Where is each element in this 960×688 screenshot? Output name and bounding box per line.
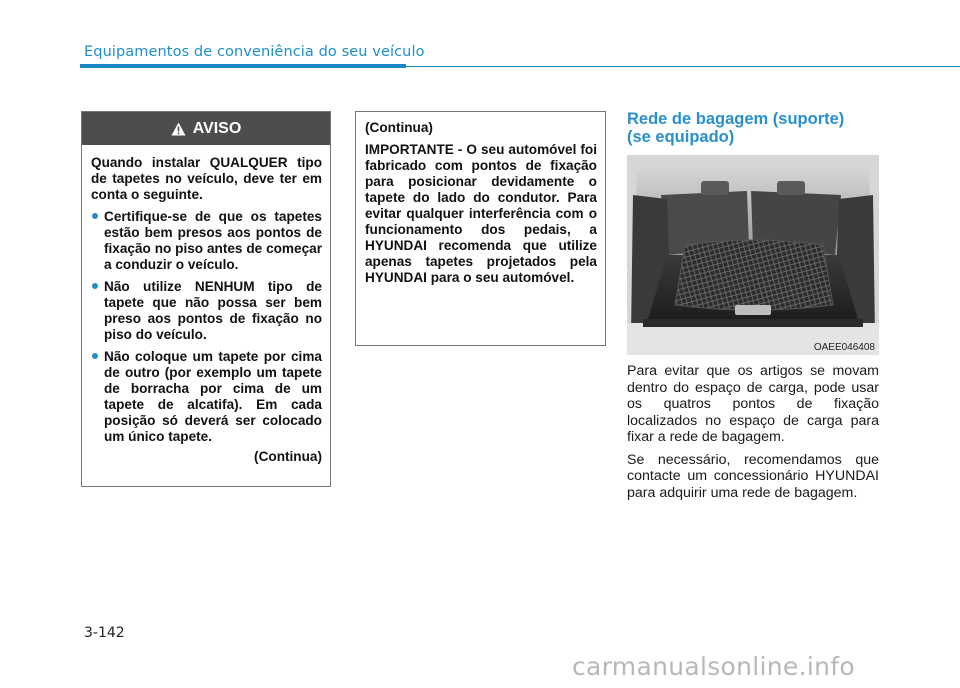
- luggage-net-title-line1: Rede de bagagem (suporte): [627, 110, 845, 128]
- warning-bullet-text: Não coloque um tapete por cima de outro (por exemplo um tapete de borracha por cima de um tapete de alcatifa). Em cada posição só deverá ser colocado um único tapete.: [104, 349, 322, 444]
- luggage-net-body: [627, 363, 879, 507]
- luggage-net-title: [627, 110, 887, 146]
- warning-bullet: [91, 209, 322, 273]
- warning-bullet: [91, 279, 322, 343]
- warning-bullet-text: Certifique-se de que os tapetes estão bem presos aos pontos de fixação no piso antes de começar a conduzir o veículo.: [104, 209, 322, 272]
- warning-continue-label: (Continua): [254, 449, 322, 464]
- continued-text: IMPORTANTE - O seu automóvel foi fabricado com pontos de fixação para posicionar devidamente o tapete do lado do condutor. Para evitar qualquer interferência com o funcionamento dos pedais, a HYUNDAI recomenda que utilize apenas tapetes projetados pela HYUNDAI para o seu automóvel.: [365, 142, 597, 285]
- warning-title: AVISO: [192, 119, 242, 137]
- luggage-net-paragraph-2: Se necessário, recomendamos que contacte um concessionário HYUNDAI para adquirir uma rede de bagagem.: [627, 451, 879, 501]
- bullet-dot-icon: [92, 213, 98, 219]
- bullet-dot-icon: [92, 353, 98, 359]
- warning-body: [82, 145, 330, 465]
- cargo-area-illustration: [627, 155, 879, 355]
- continued-heading: (Continua): [365, 120, 433, 135]
- header-rule-thin: [406, 66, 960, 67]
- luggage-net-title-line2: (se equipado): [627, 128, 735, 146]
- page-number: 3-142: [84, 625, 125, 641]
- luggage-net-paragraph-1: Para evitar que os artigos se movam dentro do espaço de carga, pode usar os quatros pontos de fixação localizados no espaço de carga para fixar a rede de bagagem.: [627, 363, 879, 445]
- cargo-net-photo: [627, 155, 879, 355]
- watermark: carmanualsonline.info: [572, 652, 855, 681]
- section-title: Equipamentos de conveniência do seu veículo: [84, 44, 425, 60]
- warning-box: [81, 111, 331, 487]
- warning-intro: Quando instalar QUALQUER tipo de tapetes no veículo, deve ter em conta o seguinte.: [91, 155, 322, 202]
- photo-code: OAEE046408: [813, 342, 875, 353]
- warning-bullet-list: [91, 209, 322, 445]
- warning-bullet: [91, 349, 322, 445]
- bullet-dot-icon: [92, 283, 98, 289]
- warning-header: [82, 112, 330, 145]
- warning-triangle-icon: [171, 122, 186, 136]
- header-rule-thick: [80, 64, 406, 68]
- continued-box: [355, 111, 606, 346]
- warning-bullet-text: Não utilize NENHUM tipo de tapete que não possa ser bem preso aos pontos de fixação no piso do veículo.: [104, 279, 322, 342]
